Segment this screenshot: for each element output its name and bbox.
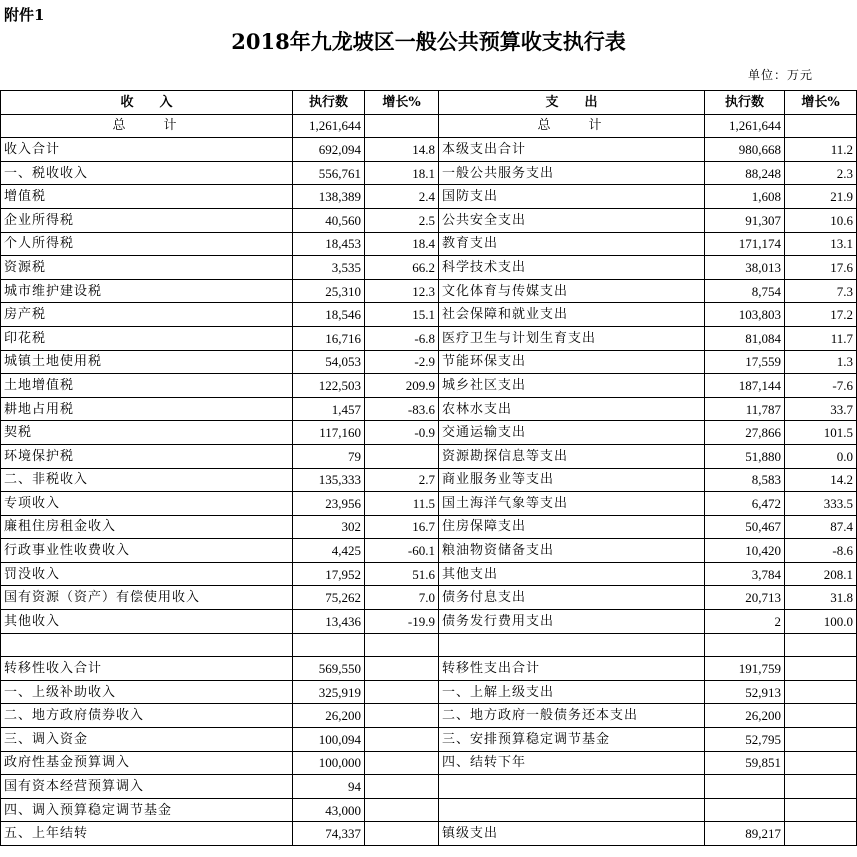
table-row <box>1 208 857 232</box>
expense-item-growth: 2.3 <box>785 161 857 185</box>
expense-item-value: 52,913 <box>705 680 785 704</box>
expense-item-value: 17,559 <box>705 350 785 374</box>
income-item-value: 25,310 <box>293 279 365 303</box>
expense-item-growth <box>785 798 857 822</box>
expense-item-value: 8,583 <box>705 468 785 492</box>
income-item-value: 18,546 <box>293 303 365 327</box>
expense-item-growth: 208.1 <box>785 562 857 586</box>
income-item-label: 土地增值税 <box>1 374 293 398</box>
attachment-label: 附件1 <box>4 6 45 24</box>
income-item-label: 二、地方政府债券收入 <box>1 704 293 728</box>
total-label-left: 总 计 <box>1 114 293 138</box>
income-item-label: 增值税 <box>1 185 293 209</box>
income-item-growth: 18.4 <box>365 232 439 256</box>
table-row <box>1 515 857 539</box>
expense-item-value: 187,144 <box>705 374 785 398</box>
expense-item-growth: 21.9 <box>785 185 857 209</box>
expense-item-growth: 87.4 <box>785 515 857 539</box>
total-income: 1,261,644 <box>293 114 365 138</box>
table-row <box>1 657 857 681</box>
income-item-label: 城镇土地使用税 <box>1 350 293 374</box>
income-item-growth <box>365 704 439 728</box>
expense-item-value: 52,795 <box>705 728 785 752</box>
income-item-label: 房产税 <box>1 303 293 327</box>
expense-item-growth: 33.7 <box>785 397 857 421</box>
table-row <box>1 680 857 704</box>
expense-item-label: 债务付息支出 <box>439 586 705 610</box>
expense-item-value: 27,866 <box>705 421 785 445</box>
expense-item-value: 20,713 <box>705 586 785 610</box>
expense-item-label: 一、上解上级支出 <box>439 680 705 704</box>
expense-item-label: 农林水支出 <box>439 397 705 421</box>
unit-label: 单位：万元 <box>747 68 813 82</box>
expense-item-growth: 13.1 <box>785 232 857 256</box>
expense-item-value <box>705 798 785 822</box>
income-item-value: 17,952 <box>293 562 365 586</box>
expense-item-growth: 11.7 <box>785 326 857 350</box>
income-item-label: 三、调入资金 <box>1 728 293 752</box>
expense-item-value <box>705 633 785 657</box>
income-item-growth: -83.6 <box>365 397 439 421</box>
expense-item-growth: 101.5 <box>785 421 857 445</box>
income-item-growth: 209.9 <box>365 374 439 398</box>
expense-item-growth: 100.0 <box>785 610 857 634</box>
expense-item-growth <box>785 728 857 752</box>
expense-item-value: 88,248 <box>705 161 785 185</box>
expense-item-value: 81,084 <box>705 326 785 350</box>
income-item-growth <box>365 633 439 657</box>
total-row <box>1 114 857 138</box>
total-expense-growth <box>785 114 857 138</box>
expense-item-label: 住房保障支出 <box>439 515 705 539</box>
income-item-growth <box>365 657 439 681</box>
income-item-label: 一、税收收入 <box>1 161 293 185</box>
expense-item-growth: 17.2 <box>785 303 857 327</box>
expense-item-label: 本级支出合计 <box>439 138 705 162</box>
income-item-value: 122,503 <box>293 374 365 398</box>
income-item-growth: 7.0 <box>365 586 439 610</box>
income-item-value: 43,000 <box>293 798 365 822</box>
table-row <box>1 374 857 398</box>
table-row <box>1 232 857 256</box>
income-item-value: 117,160 <box>293 421 365 445</box>
income-item-growth: 2.5 <box>365 208 439 232</box>
table-row <box>1 704 857 728</box>
expense-item-value <box>705 775 785 799</box>
income-item-value: 325,919 <box>293 680 365 704</box>
expense-item-value: 11,787 <box>705 397 785 421</box>
income-item-value: 79 <box>293 444 365 468</box>
income-item-label: 专项收入 <box>1 492 293 516</box>
expense-item-value: 1,608 <box>705 185 785 209</box>
header-row <box>1 91 857 115</box>
income-item-label: 一、上级补助收入 <box>1 680 293 704</box>
income-item-value: 692,094 <box>293 138 365 162</box>
expense-item-growth: 0.0 <box>785 444 857 468</box>
expense-item-label: 科学技术支出 <box>439 256 705 280</box>
expense-item-label: 四、结转下年 <box>439 751 705 775</box>
table-row <box>1 586 857 610</box>
income-item-label: 企业所得税 <box>1 208 293 232</box>
income-item-growth: 15.1 <box>365 303 439 327</box>
income-item-growth: 12.3 <box>365 279 439 303</box>
income-item-label: 行政事业性收费收入 <box>1 539 293 563</box>
income-item-value: 23,956 <box>293 492 365 516</box>
table-row <box>1 468 857 492</box>
table-row <box>1 397 857 421</box>
income-item-value: 100,094 <box>293 728 365 752</box>
expense-item-label: 商业服务业等支出 <box>439 468 705 492</box>
income-item-growth <box>365 728 439 752</box>
table-row <box>1 421 857 445</box>
expense-item-value: 50,467 <box>705 515 785 539</box>
income-item-label: 城市维护建设税 <box>1 279 293 303</box>
exec-header: 执行数 <box>293 91 365 115</box>
expense-item-value: 10,420 <box>705 539 785 563</box>
expense-item-growth <box>785 822 857 846</box>
table-row <box>1 798 857 822</box>
expense-item-label <box>439 798 705 822</box>
income-item-label: 四、调入预算稳定调节基金 <box>1 798 293 822</box>
income-item-label: 二、非税收入 <box>1 468 293 492</box>
expense-item-growth <box>785 704 857 728</box>
income-item-growth <box>365 775 439 799</box>
expense-item-label: 资源勘探信息等支出 <box>439 444 705 468</box>
growth-header-2: 增长% <box>785 91 857 115</box>
income-item-label: 国有资本经营预算调入 <box>1 775 293 799</box>
income-item-growth: 2.4 <box>365 185 439 209</box>
income-item-growth: -19.9 <box>365 610 439 634</box>
expense-item-value: 51,880 <box>705 444 785 468</box>
table-row <box>1 326 857 350</box>
income-item-value: 26,200 <box>293 704 365 728</box>
expense-item-label: 三、安排预算稳定调节基金 <box>439 728 705 752</box>
expense-item-label <box>439 633 705 657</box>
income-item-value: 138,389 <box>293 185 365 209</box>
income-item-label: 契税 <box>1 421 293 445</box>
page-title: 2018年九龙坡区一般公共预算收支执行表 <box>231 29 626 54</box>
expense-item-growth: 10.6 <box>785 208 857 232</box>
table-row <box>1 539 857 563</box>
expense-item-growth: 11.2 <box>785 138 857 162</box>
budget-table <box>0 90 857 846</box>
income-item-growth <box>365 751 439 775</box>
income-item-label <box>1 633 293 657</box>
total-income-growth <box>365 114 439 138</box>
income-item-value <box>293 633 365 657</box>
expense-item-label: 社会保障和就业支出 <box>439 303 705 327</box>
expense-item-label: 债务发行费用支出 <box>439 610 705 634</box>
income-item-label: 印花税 <box>1 326 293 350</box>
income-item-growth: 11.5 <box>365 492 439 516</box>
expense-item-label: 节能环保支出 <box>439 350 705 374</box>
income-item-value: 1,457 <box>293 397 365 421</box>
table-row <box>1 751 857 775</box>
expense-item-value: 3,784 <box>705 562 785 586</box>
expense-item-label: 交通运输支出 <box>439 421 705 445</box>
expense-item-label: 粮油物资储备支出 <box>439 539 705 563</box>
income-item-value: 16,716 <box>293 326 365 350</box>
expense-item-value: 6,472 <box>705 492 785 516</box>
expense-item-label <box>439 775 705 799</box>
income-item-label: 政府性基金预算调入 <box>1 751 293 775</box>
income-item-label: 五、上年结转 <box>1 822 293 846</box>
income-item-label: 耕地占用税 <box>1 397 293 421</box>
income-item-growth <box>365 798 439 822</box>
expense-item-value: 980,668 <box>705 138 785 162</box>
table-row <box>1 256 857 280</box>
expense-item-value: 103,803 <box>705 303 785 327</box>
income-item-growth: 51.6 <box>365 562 439 586</box>
income-item-growth: -60.1 <box>365 539 439 563</box>
income-item-value: 94 <box>293 775 365 799</box>
table-row <box>1 350 857 374</box>
expense-item-growth: 1.3 <box>785 350 857 374</box>
expense-item-value: 59,851 <box>705 751 785 775</box>
income-item-growth: 66.2 <box>365 256 439 280</box>
income-item-label: 国有资源（资产）有偿使用收入 <box>1 586 293 610</box>
table-row <box>1 728 857 752</box>
expense-item-growth: 31.8 <box>785 586 857 610</box>
table-row <box>1 492 857 516</box>
income-item-growth: 14.8 <box>365 138 439 162</box>
income-header: 收 入 <box>1 91 293 115</box>
expense-item-value: 171,174 <box>705 232 785 256</box>
expense-item-value: 38,013 <box>705 256 785 280</box>
expense-item-label: 二、地方政府一般债务还本支出 <box>439 704 705 728</box>
income-item-value: 4,425 <box>293 539 365 563</box>
table-row <box>1 161 857 185</box>
income-item-label: 其他收入 <box>1 610 293 634</box>
growth-header: 增长% <box>365 91 439 115</box>
income-item-value: 135,333 <box>293 468 365 492</box>
income-item-label: 廉租住房租金收入 <box>1 515 293 539</box>
table-row <box>1 444 857 468</box>
expense-item-growth: 333.5 <box>785 492 857 516</box>
table-row <box>1 775 857 799</box>
income-item-growth <box>365 444 439 468</box>
income-item-growth: -0.9 <box>365 421 439 445</box>
expense-item-label: 教育支出 <box>439 232 705 256</box>
income-item-value: 40,560 <box>293 208 365 232</box>
expense-item-value: 26,200 <box>705 704 785 728</box>
income-item-growth: -2.9 <box>365 350 439 374</box>
income-item-value: 100,000 <box>293 751 365 775</box>
income-item-label: 收入合计 <box>1 138 293 162</box>
expense-item-label: 公共安全支出 <box>439 208 705 232</box>
table-row <box>1 303 857 327</box>
expense-item-growth <box>785 751 857 775</box>
expense-item-growth <box>785 775 857 799</box>
expense-item-value: 8,754 <box>705 279 785 303</box>
expense-item-label: 医疗卫生与计划生育支出 <box>439 326 705 350</box>
expense-item-label: 一般公共服务支出 <box>439 161 705 185</box>
income-item-label: 个人所得税 <box>1 232 293 256</box>
total-label-right: 总 计 <box>439 114 705 138</box>
expense-header: 支 出 <box>439 91 705 115</box>
income-item-value: 74,337 <box>293 822 365 846</box>
income-item-growth: -6.8 <box>365 326 439 350</box>
income-item-label: 转移性收入合计 <box>1 657 293 681</box>
income-item-value: 302 <box>293 515 365 539</box>
income-item-value: 18,453 <box>293 232 365 256</box>
table-row <box>1 633 857 657</box>
income-item-growth: 16.7 <box>365 515 439 539</box>
expense-item-value: 89,217 <box>705 822 785 846</box>
expense-item-value: 2 <box>705 610 785 634</box>
expense-item-growth <box>785 633 857 657</box>
income-item-value: 556,761 <box>293 161 365 185</box>
expense-item-value: 91,307 <box>705 208 785 232</box>
expense-item-label: 其他支出 <box>439 562 705 586</box>
income-item-growth: 18.1 <box>365 161 439 185</box>
income-item-growth <box>365 822 439 846</box>
income-item-value: 75,262 <box>293 586 365 610</box>
table-row <box>1 610 857 634</box>
expense-item-growth: 17.6 <box>785 256 857 280</box>
income-item-growth: 2.7 <box>365 468 439 492</box>
expense-item-growth: -7.6 <box>785 374 857 398</box>
expense-item-label: 国防支出 <box>439 185 705 209</box>
exec-header-2: 执行数 <box>705 91 785 115</box>
income-item-value: 569,550 <box>293 657 365 681</box>
expense-item-value: 191,759 <box>705 657 785 681</box>
expense-item-label: 镇级支出 <box>439 822 705 846</box>
expense-item-label: 国土海洋气象等支出 <box>439 492 705 516</box>
expense-item-growth <box>785 657 857 681</box>
income-item-label: 罚没收入 <box>1 562 293 586</box>
income-item-label: 环境保护税 <box>1 444 293 468</box>
expense-item-label: 转移性支出合计 <box>439 657 705 681</box>
income-item-value: 54,053 <box>293 350 365 374</box>
table-row <box>1 822 857 846</box>
table-row <box>1 279 857 303</box>
total-expense: 1,261,644 <box>705 114 785 138</box>
expense-item-label: 文化体育与传媒支出 <box>439 279 705 303</box>
expense-item-growth: 14.2 <box>785 468 857 492</box>
table-row <box>1 562 857 586</box>
income-item-value: 13,436 <box>293 610 365 634</box>
table-row <box>1 185 857 209</box>
income-item-growth <box>365 680 439 704</box>
income-item-value: 3,535 <box>293 256 365 280</box>
expense-item-growth: 7.3 <box>785 279 857 303</box>
expense-item-label: 城乡社区支出 <box>439 374 705 398</box>
income-item-label: 资源税 <box>1 256 293 280</box>
expense-item-growth: -8.6 <box>785 539 857 563</box>
table-row <box>1 138 857 162</box>
expense-item-growth <box>785 680 857 704</box>
